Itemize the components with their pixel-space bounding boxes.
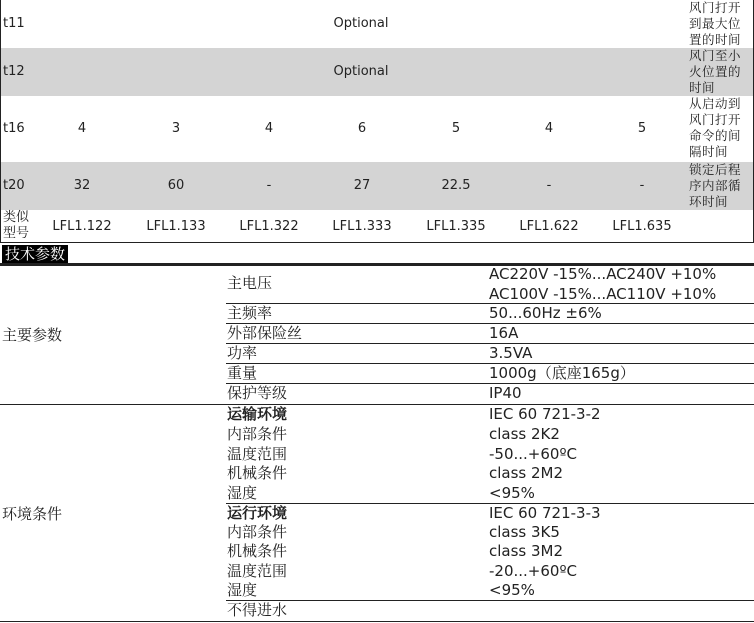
row-description: 锁定后程序内部循环时间 [689, 162, 742, 209]
row-value: 3 [171, 121, 181, 136]
param-value: IEC 60 721-3-3 [489, 504, 601, 522]
model-name: LFL1.635 [612, 219, 672, 234]
row-value: - [546, 178, 552, 193]
param-value: class 2M2 [489, 464, 564, 482]
param-value: 16A [489, 324, 519, 342]
row-value: 32 [73, 178, 91, 193]
row-label: t12 [3, 64, 25, 79]
param-key: 机械条件 [227, 542, 288, 560]
main-params-label: 主要参数 [2, 326, 63, 344]
param-key: 机械条件 [227, 464, 288, 482]
row-description: 风门打开到最大位置的时间 [689, 0, 742, 47]
param-value: AC100V -15%...AC110V +10% [489, 285, 717, 303]
param-key: 运行环境 [227, 504, 288, 522]
param-value: -50...+60ºC [489, 445, 578, 463]
table-row [1, 48, 753, 96]
param-value: class 3K5 [489, 523, 560, 541]
row-value: 4 [77, 121, 87, 136]
section-header [0, 245, 754, 263]
param-value: AC220V -15%...AC240V +10% [489, 265, 717, 283]
row-value: 6 [357, 121, 367, 136]
param-value: 50...60Hz ±6% [489, 304, 602, 322]
param-key: 重量 [227, 364, 258, 382]
row-value: Optional [333, 16, 389, 31]
param-value: 3.5VA [489, 344, 533, 362]
param-key: 内部条件 [227, 523, 288, 541]
row-label: t16 [3, 121, 25, 136]
param-value: class 2K2 [489, 425, 560, 443]
param-key: 主电压 [227, 274, 273, 292]
row-label: t11 [3, 16, 25, 31]
section-title: 技术参数 [2, 245, 68, 263]
param-key: 湿度 [227, 581, 258, 599]
row-description: 从启动到风门打开命令的间隔时间 [689, 96, 742, 159]
env-params-label: 环境条件 [2, 505, 63, 523]
table-row [1, 162, 753, 210]
row-value: Optional [333, 64, 389, 79]
model-name: LFL1.333 [332, 219, 392, 234]
tech-params-table [0, 264, 754, 623]
table-row-models [1, 210, 753, 242]
param-key: 内部条件 [227, 425, 288, 443]
table-row [1, 96, 753, 162]
model-name: LFL1.133 [146, 219, 206, 234]
row-value: 4 [264, 121, 274, 136]
param-key: 温度范围 [227, 445, 288, 463]
row-description: 风门至小火位置的时间 [689, 48, 742, 95]
param-value: -20...+60ºC [489, 562, 578, 580]
row-value: 4 [544, 121, 554, 136]
row-value: 60 [167, 178, 185, 193]
param-key: 不得进水 [227, 601, 288, 619]
param-key: 温度范围 [227, 562, 288, 580]
model-name: LFL1.622 [519, 219, 579, 234]
param-key: 保护等级 [227, 384, 288, 402]
row-value: 27 [353, 178, 371, 193]
model-name: LFL1.122 [52, 219, 112, 234]
param-value: <95% [489, 581, 535, 599]
param-key: 外部保险丝 [227, 324, 303, 342]
row-value: 5 [451, 121, 461, 136]
param-value: 1000g（底座165g） [489, 364, 635, 382]
row-value: 5 [637, 121, 647, 136]
table-row [1, 0, 753, 48]
model-name: LFL1.335 [426, 219, 486, 234]
param-value: class 3M2 [489, 542, 564, 560]
row-label: 类似型号 [3, 210, 30, 241]
row-value: - [639, 178, 645, 193]
param-value: IEC 60 721-3-2 [489, 405, 601, 423]
row-value: - [266, 178, 272, 193]
param-value: IP40 [489, 384, 522, 402]
param-key: 主频率 [227, 304, 273, 322]
timing-table [0, 0, 754, 243]
param-key: 湿度 [227, 484, 258, 502]
row-value: 22.5 [441, 178, 471, 193]
row-label: t20 [3, 178, 25, 193]
param-value: <95% [489, 484, 535, 502]
param-key: 运输环境 [227, 405, 288, 423]
model-name: LFL1.322 [239, 219, 299, 234]
param-key: 功率 [227, 344, 258, 362]
